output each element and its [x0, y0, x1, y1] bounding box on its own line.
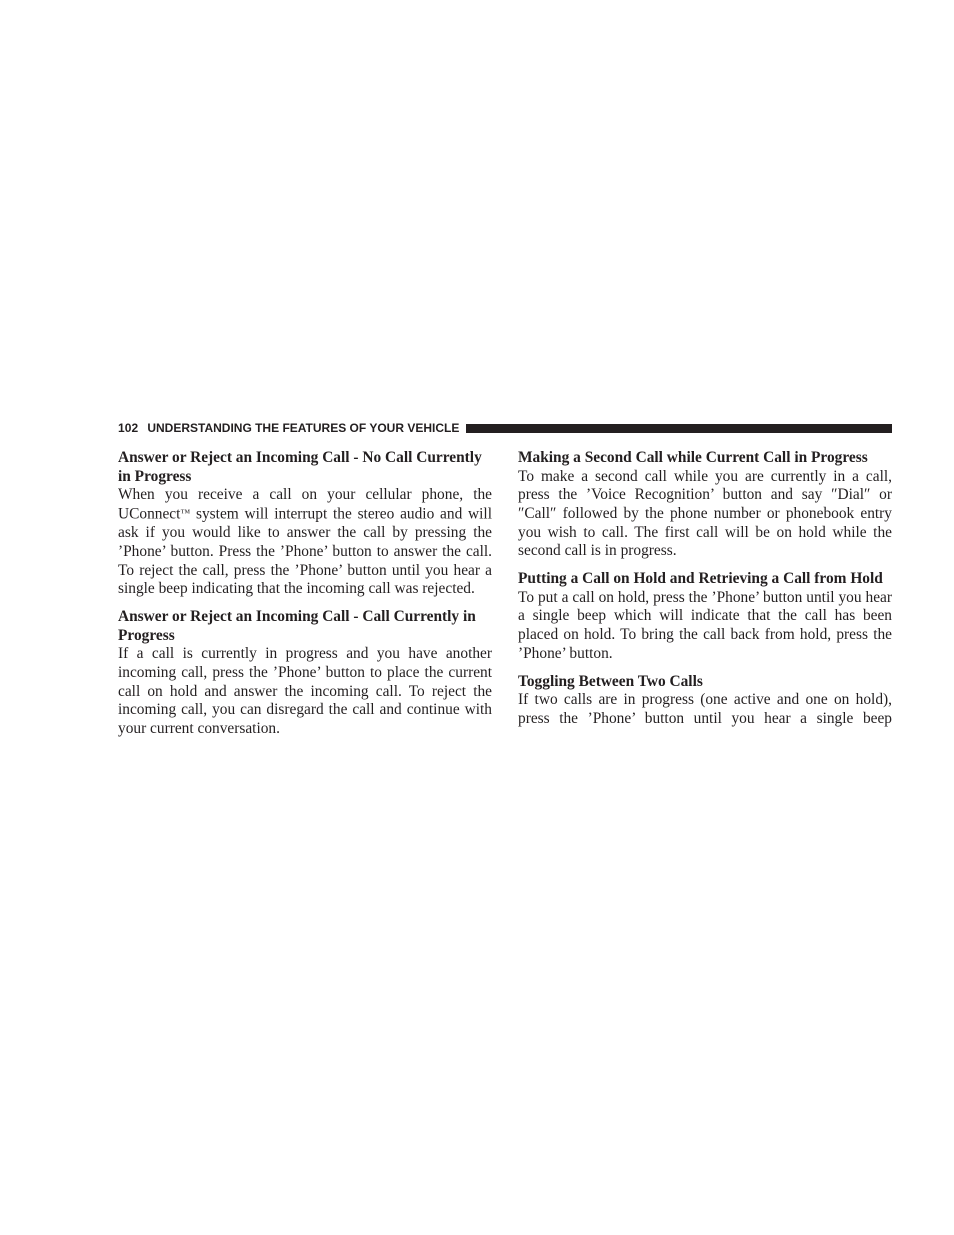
section-heading: Putting a Call on Hold and Retrieving a Call from Hold: [518, 570, 883, 588]
section-heading: Answer or Reject an Incoming Call - No Call Currently in Progress: [118, 449, 482, 485]
header-rule: [466, 424, 892, 433]
section-answer-call-in-progress: [118, 608, 492, 739]
section-call-on-hold: [518, 570, 892, 663]
section-heading: Toggling Between Two Calls: [518, 672, 703, 690]
section-body: If a call is currently in progress and you have another incoming call, press the ’Phone’ button to place the current call on hold and answer the incoming call. To reject the incoming call, you can disregard the call and continue with your current conversation.: [118, 645, 492, 737]
section-body: [118, 486, 492, 599]
section-body: To put a call on hold, press the ’Phone’ button until you hear a single beep which will indicate that the call has been placed on hold. To bring the call back from hold, press the ’Phone’ button.: [518, 588, 892, 662]
section-title: UNDERSTANDING THE FEATURES OF YOUR VEHICLE: [147, 421, 460, 435]
body-text: system will interrupt the stereo audio and will ask if you would like to answer the call by pressing the ’Phone’ button. Press the ’Phone’ button to answer the call. To reject the call, press the ’Phone’ button until you hear a single beep indicating that the incoming call was rejected.: [118, 505, 492, 598]
section-answer-no-call: [118, 449, 492, 599]
section-heading: Making a Second Call while Current Call in Progress: [518, 449, 868, 466]
section-body: If two calls are in progress (one active and one on hold), press the ’Phone’ button until you hear a single beep: [518, 691, 892, 727]
section-body: To make a second call while you are currently in a call, press the ’Voice Recognition’ button and say ″Dial″ or ″Call″ followed by the phone number or phonebook entry you wish to call. The first call will be on hold while the second call is in progress.: [518, 467, 892, 560]
body-text: When you receive a call on your cellular phone, the UConnect: [118, 486, 492, 523]
section-second-call: [518, 449, 892, 561]
page-number: 102: [118, 421, 139, 435]
section-heading: Answer or Reject an Incoming Call - Call Currently in Progress: [118, 607, 476, 644]
right-column: [518, 449, 892, 738]
page-header: [118, 420, 892, 436]
left-column: [118, 449, 492, 748]
section-toggling-calls: [518, 673, 892, 729]
trademark-symbol: ™: [180, 507, 191, 519]
